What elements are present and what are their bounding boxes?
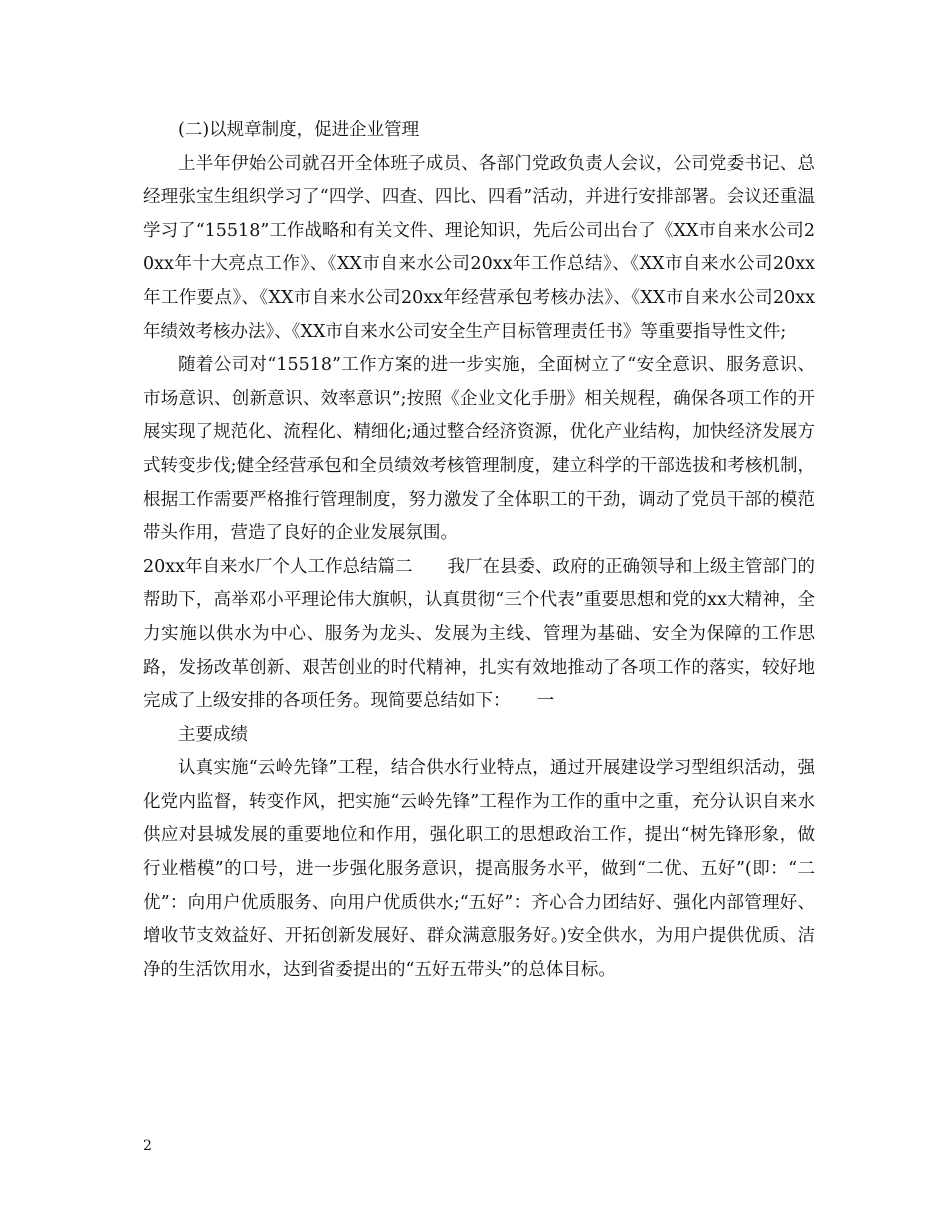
paragraph-meeting: 上半年伊始公司就召开全体班子成员、各部门党政负责人会议，公司党委书记、总经理张宝生组织学习了“四学、四查、四比、四看”活动，并进行安排部署。会议还重温学习了“15518”工作战略和有关文件、理论知识，先后公司出台了《XX市自来水公司20xx年十大亮点工作》、《XX市自来水公司20xx年工作总结》、《XX市自来水公司20xx年工作要点》、《XX市自来水公司20xx年经营承包考核办法》、《XX市自来水公司20xx年绩效考核办法》、《XX市自来水公司安全生产目标管理责任书》等重要指导性文件;	[143, 153, 815, 342]
document-body	[143, 114, 815, 987]
page-number: 2	[143, 1138, 152, 1154]
section-heading-achievements: 主要成绩	[178, 724, 248, 745]
paragraph-implementation: 随着公司对“15518”工作方案的进一步实施，全面树立了“安全意识、服务意识、市场意识、创新意识、效率意识”;按照《企业文化手册》相关规程，确保各项工作的开展实现了规范化、流程化、精细化;通过整合经济资源，优化产业结构，加快经济发展方式转变步伐;健全经营承包和全员绩效考核管理制度，建立科学的干部选拔和考核机制，根据工作需要严格推行管理制度，努力激发了全体职工的干劲，调动了党员干部的模范带头作用，营造了良好的企业发展氛围。	[143, 355, 815, 544]
paragraph-pioneer-project: 认真实施“云岭先锋”工程，结合供水行业特点，通过开展建设学习型组织活动，强化党内监督，转变作风，把实施“云岭先锋”工程作为工作的重中之重，充分认识自来水供应对县城发展的重要地位和作用，强化职工的思想政治工作，提出“树先锋形象，做行业楷模”的口号，进一步强化服务意识，提高服务水平，做到“二优、五好”(即：“二优”：向用户优质服务、向用户优质供水;“五好”：齐心合力团结好、强化内部管理好、增收节支效益好、开拓创新发展好、群众满意服务好。)安全供水，为用户提供优质、洁净的生活饮用水，达到省委提出的“五好五带头”的总体目标。	[143, 758, 815, 980]
section-heading-rules: (二)以规章制度，促进企业管理	[178, 120, 420, 140]
paragraph-summary-part-two: 20xx年自来水厂个人工作总结篇二 我厂在县委、政府的正确领导和上级主管部门的帮助下，高举邓小平理论伟大旗帜，认真贯彻“三个代表”重要思想和党的xx大精神，全力实施以供水为中心、服务为龙头、发展为主线、管理为基础、安全为保障的工作思路，发扬改革创新、艰苦创业的时代精神，扎实有效地推动了各项工作的落实，较好地完成了上级安排的各项任务。现简要总结如下： 一	[143, 556, 816, 712]
